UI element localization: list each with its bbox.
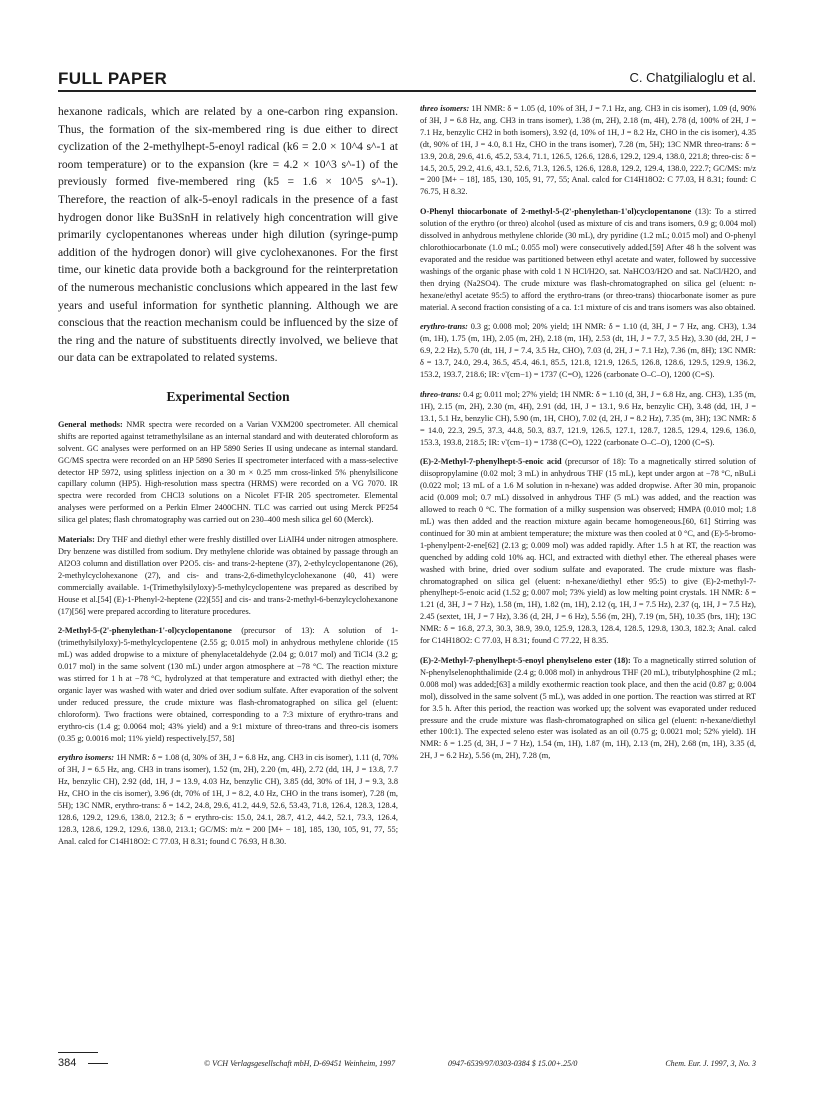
materials-text: Dry THF and diethyl ether were freshly distilled over LiAlH4 under nitrogen atmosphere. Dry benzene was distilled from sodium. Dry methylene chloride was obtained by passage through an Al2O3 column and distillation over P2O5. cis- and trans-2-heptene (37), 2-ethylcyclopentanone (26), 2-methylcyclohexanone (27), and cis- and trans-2,6-dimethylcyclohexanone (40, 41) were commercially available. 1-(Trimethylsilyloxy)-5-methylcyclopentene was prepared as described by House et al.[54] (E)-1-Phenyl-2-heptene (22)[55] and cis- and trans-2-methyl-6-benzylcyclohexanone (17)[56] were prepared according to literature procedures. bbox=[58, 535, 398, 616]
threo-isomers-heading: threo isomers: bbox=[420, 104, 470, 113]
erythro-isomers-paragraph bbox=[58, 752, 398, 847]
journal-citation: Chem. Eur. J. 1997, 3, No. 3 bbox=[665, 1059, 756, 1068]
thiocarbonate-heading: O-Phenyl thiocarbonate of 2-methyl-5-(2'-phenylethan-1'ol)cyclopentanone bbox=[420, 207, 692, 217]
thiocarbonate-text: (13): To a stirred solution of the erythro (or threo) alcohol (used as mixture of cis and trans isomers, 0.9 g; 0.004 mol) dissolved in anhydrous methylene chloride (30 mL), dry pyridine (1.2 mL; 0.015 mol) and O-phenyl chlorothiocarbonate (1.0 mL; 0.055 mol) were consecutively added.[59] After 48 h the solvent was evaporated and the residue was partitioned between ethyl acetate and water, followed by successive washings of the organic phase with cold 1 N HCl/H2O, sat. NaHCO3/H2O and sat. NaCl/H2O, and then drying (Na2SO4). The crude mixture was flash-chromatographed on silica gel (eluent: n-hexane/ethyl acetate 95:5) to afford the erythro-trans (or threo-trans) thiocarbonate isomer as pure material. A second fraction consisting of a ca. 1:1 mixture of cis and trans isomers was also obtained. bbox=[420, 207, 756, 312]
footer-rule bbox=[58, 1052, 98, 1053]
erythro-trans-heading: erythro-trans: bbox=[420, 322, 468, 332]
footer-dash bbox=[88, 1063, 108, 1064]
general-methods-heading: General methods: bbox=[58, 419, 123, 429]
threo-trans-text: 0.4 g; 0.011 mol; 27% yield; 1H NMR: δ = 1.10 (d, 3H, J = 6.8 Hz, ang. CH3), 1.35 (m, 1H), 2.15 (m, 2H), 2.30 (m, 4H), 2.91 (dd, 1H, J = 13.1, 9.6 Hz, benzylic CH), 3.48 (dd, 1H, J = 13.1, 5.1 Hz, benzylic CH), 5.90 (m, 1H, CHO), 7.02 (d, 2H, J = 8.2 Hz), 7.35 (m, 3H); 13C NMR: δ = 14.0, 22.3, 29.5, 37.3, 44.8, 50.3, 83.7, 121.9, 126.5, 127.1, 128.7, 128.5, 129.4, 129.6, 136.0, 153.3, 193.8, 218.5; IR: ν̃ (cm−1) = 1738 (C=O), 1222 (carbonate O–C–O), 1200 (C=S). bbox=[420, 389, 757, 447]
issn-line: 0947-6539/97/0303-0384 $ 15.00+.25/0 bbox=[448, 1059, 578, 1068]
threo-trans-heading: threo-trans: bbox=[420, 389, 462, 399]
erythro-trans-paragraph bbox=[420, 321, 756, 381]
cyclopentanone-paragraph bbox=[58, 625, 398, 744]
general-methods-paragraph bbox=[58, 419, 398, 526]
erythro-isomers-text: 1H NMR: δ = 1.08 (d, 30% of 3H, J = 6.8 Hz, ang. CH3 in cis isomer), 1.11 (d, 70% of 3H, J = 6.5 Hz, ang. CH3 in trans isomer), 1.52 (m, 2H), 2.20 (m, 4H), 2.72 (dd, 1H, J = 13.8, 7.7 Hz, benzylic CH), 2.92 (dd, 1H, J = 13.9, 4.03 Hz, benzylic CH), 3.85 (dd, 30% of 1H, J = 9.3, 3.8 Hz, CHO in the cis isomer), 3.96 (dt, 70% of 1H, J = 8.2, 4.0 Hz, CHO in the trans isomer), 7.28 (m, 5H); 13C NMR, erythro-trans: δ = 14.2, 24.8, 29.6, 41.2, 44.9, 52.6, 53.43, 71.8, 126.4, 128.3, 128.4, 128.6, 129.2, 129.6, 138.0, 212.3; δ = erythro-cis: 15.0, 24.1, 28.7, 41.2, 44.2, 52.1, 73.3, 126.4, 128.3, 128.6, 129.2, 129.6, 138.0, 213.1; GC/MS: m/z = 200 [M+ − 18], 185, 130, 105, 91, 77, 55; Anal. calcd for C14H18O2: C 77.03, H 8.31; found C 76.93, H 8.30. bbox=[58, 753, 398, 846]
right-column bbox=[420, 103, 756, 770]
enoic-acid-heading: (E)-2-Methyl-7-phenylhept-5-enoic acid bbox=[420, 457, 562, 467]
header-rule bbox=[58, 90, 756, 92]
running-authors: C. Chatgilialoglu et al. bbox=[629, 70, 756, 85]
general-methods-text: NMR spectra were recorded on a Varian VXM200 spectrometer. All chemical shifts are reported against tetramethylsilane as an internal standard and with deuterated chloroform as solvent. GC analyses were performed on an HP 5890 Series II using undecane as internal standard. GC/MS spectra were recorded on an HP 5890 Series II spectrometer interfaced with a mass-selective detector HP 5972, using splitless injection on a 30 m × 0.25 mm cross-linked 5% phenylsilicone capillary column (HP5). High-resolution mass spectra (HRMS) were recorded on a VG 7070. IR spectra were recorded from CHCl3 solutions on a Nicolet FT-IR 205 spectrometer. Elemental analyses were performed on a Perkin Elmer 2400CHN. TLC was carried out using Merck PF254 silica gel plates; flash chromatography was carried out on 230–400 mesh silica gel 60 (Merck). bbox=[58, 419, 399, 525]
materials-heading: Materials: bbox=[58, 535, 95, 545]
page-number: 384 bbox=[58, 1057, 77, 1069]
section-label: FULL PAPER bbox=[58, 69, 168, 88]
seleno-ester-paragraph bbox=[420, 655, 756, 762]
seleno-ester-heading: (E)-2-Methyl-7-phenylhept-5-enoyl phenylseleno ester (18): bbox=[420, 655, 631, 665]
erythro-trans-text: 0.3 g; 0.008 mol; 20% yield; 1H NMR: δ = 1.10 (d, 3H, J = 7 Hz, ang. CH3), 1.34 (m, 1H), 1.75 (m, 1H), 2.05 (m, 2H), 2.18 (m, 1H), 2.53 (dt, 1H, J = 7.7, 3.5 Hz), 3.30 (dd, 2H, J = 6.9, 2.2 Hz), 5.70 (dt, 1H, J = 7.4, 3.5 Hz, CHO), 7.03 (d, 2H, J = 7.1 Hz), 7.36 (m, 8H); 13C NMR: δ = 13.7, 24.0, 29.4, 36.5, 45.4, 46.1, 85.5, 121.8, 121.9, 126.5, 126.8, 128.6, 129.5, 129.9, 136.2, 153.2, 193.7, 218.6; IR: ν̃ (cm−1) = 1737 (C=O), 1226 (carbonate O–C–O), 1200 (C=S). bbox=[420, 322, 756, 380]
erythro-isomers-heading: erythro isomers: bbox=[58, 753, 115, 763]
enoic-acid-paragraph bbox=[420, 456, 756, 647]
seleno-ester-text: To a magnetically stirred solution of N-phenylselenophthalimide (2.4 g; 0.008 mol) in anhydrous THF (20 mL), tributylphosphine (2 mL; 0.008 mol) was added;[63] a mildly exothermic reaction took place, and then the acid (0.87 g; 0.004 mol), dissolved in the same solvent (5 mL), was added in one portion. The reaction was stirred at RT for 3.5 h. After this period, the reaction was worked up; the solvent was evaporated under reduced pressure and the crude mixture was flash-chromatographed on silica gel (eluent: n-hexane/diethyl ether 100:1). The expected seleno ester was isolated as an oil (0.75 g; 0.0021 mol; 52% yield). 1H NMR: δ = 1.25 (d, 3H, J = 7 Hz), 1.54 (m, 1H), 1.87 (m, 1H), 2.13 (m, 2H), 2.68 (m, 1H), 3.35 (d, 2H, J = 6.2 Hz), 5.56 (m, 2H), 7.28 (m, bbox=[420, 655, 757, 761]
cyclopentanone-heading: 2-Methyl-5-(2'-phenylethan-1'-ol)cyclopentanone bbox=[58, 626, 232, 636]
threo-isomers-paragraph bbox=[420, 103, 756, 198]
materials-paragraph bbox=[58, 534, 398, 617]
cyclopentanone-text: (precursor of 13): A solution of 1-(trimethylsilyloxy)-5-methylcyclopentene (2.55 g; 0.015 mol) in anhydrous methylene chloride (15 mL) was added dropwise to a mixture of phenylacetaldehyde (2.04 g; 0.017 mol) and TiCl4 (3.2 g; 0.017 mol) in the same solvent (130 mL) under argon atmosphere at −78 °C. The reaction mixture was stirred for 1 h at −78 °C, hydrolyzed at that temperature and extracted with diethyl ether; the organic layer was washed with water and dried over sodium sulfate. After evaporation of the solvent under reduced pressure, the crude mixture was flash-chromatographed on silica gel (eluent: chloroform). Two fractions were obtained, corresponding to a 7:3 mixture of erythro-trans and erythro-cis (1.4 g; 0.0064 mol; 43% yield) and a 9:1 mixture of threo-trans and threo-cis isomers (0.35 g; 0.0016 mol; 11% yield) respectively.[57, 58] bbox=[58, 626, 399, 743]
intro-paragraph: hexanone radicals, which are related by a one-carbon ring expansion. Thus, the formation of the six-membered ring is due either to direct cyclization of the 2-methylhept-5-enoyl radical (k6 = 2.0 × 10^4 s^-1 at room temperature) or to the expansion (kre = 4.2 × 10^3 s^-1) of the previously formed five-membered ring (k5 = 1.6 × 10^5 s^-1). Therefore, the reaction of alk-5-enoyl radicals in the presence of a fast hydrogen donor like Bu3SnH in relatively high concentration will give primarily cyclopentanones whereas under high dilution (syringe-pump addition of the hydrogen donor) will give cyclohexanones. For the first time, our kinetic data provide both a background for the reinterpretation of the numerous mechanistic conclusions which appeared in the last few years and useful information for synthetic planning. Although we are conscious that the reaction mechanism could be influenced by the size of the ring and the nature of substituents directly involved, we believe that our data can be extrapolated to related systems. bbox=[58, 105, 398, 365]
thiocarbonate-paragraph bbox=[420, 206, 756, 313]
left-column bbox=[58, 103, 398, 856]
enoic-acid-text: (precursor of 18): To a magnetically stirred solution of diisopropylamine (0.02 mol; 3 mL) in anhydrous THF (15 mL), kept under argon at −78 °C, nBuLi (0.022 mol; 13 mL of a 1.6 M solution in n-hexane) was added dropwise. After 30 min, propanoic acid (0.009 mol; 0.7 mL) dissolved in anhydrous THF (5 mL) was added, and the reaction was allowed to reach 0 °C. The formation of a milky suspension was observed; HMPA (0.010 mol; 1.8 mL) was then added and the reaction mixture again became homogeneous.[60, 61] Stirring was continued for 30 min at ambient temperature; the mixture was then cooled at 0 °C, and (E)-5-bromo-1-phenylpent-2-ene[62] (2.13 g; 0.009 mol) was added rapidly. After 1.5 h at RT, the reaction was quenched by adding cold 10% aq. HCl, and extracted with diethyl ether. The ethereal phases were washed with brine, dried over sodium sulfate and evaporated. The crude mixture was flash-chromatographed on silica gel (eluent: n-hexane/diethyl ether 95:5) to give (E)-2-methyl-7-phenylhept-5-enoic acid (1.52 g; 0.007 mol; 73% yield) as low melting point crystals. 1H NMR: δ = 1.21 (d, 3H, J = 7 Hz), 1.58 (m, 1H), 1.82 (m, 1H), 2.12 (q, 1H, J = 7.5 Hz), 2.37 (q, 1H, J = 7.5 Hz), 2.45 (sextet, 1H, J = 7 Hz), 3.36 (d, 2H, J = 6 Hz), 5.56 (m, 2H), 7.19 (m, 5H), 10.35 (brs, 1H); 13C NMR: δ = 16.8, 27.3, 30.3, 38.9, 39.0, 125.9, 128.3, 128.4, 128.5, 129.8, 130.3, 182.3; Anal. calcd for C14H18O2: C 77.03, H 8.31; found C 77.22, H 8.35. bbox=[420, 457, 757, 646]
publisher-line: © VCH Verlagsgesellschaft mbH, D-69451 Weinheim, 1997 bbox=[204, 1059, 396, 1068]
threo-trans-paragraph bbox=[420, 389, 756, 449]
threo-isomers-text: 1H NMR: δ = 1.05 (d, 10% of 3H, J = 7.1 Hz, ang. CH3 in cis isomer), 1.09 (d, 90% of 3H, J = 6.8 Hz, ang. CH3 in trans isomer), 1.38 (m, 2H), 2.18 (m, 4H), 2.78 (d, 100% of 2H, J = 7.1 Hz, benzylic CH2 in both isomers), 3.92 (d, 10% of 1H, J = 8.2 Hz, CHO in the cis isomer), 4.35 (dt, 90% of 1H, J = 4.0, 8.1 Hz, CHO in the trans isomer), 7.28 (m, 5H); 13C NMR threo-trans: δ = 13.9, 20.8, 29.6, 41.6, 45.2, 53.4, 71.1, 126.5, 126.6, 128.6, 129.2, 129.4, 138.0, 221.8; threo-cis: δ = 14.5, 20.5, 29.2, 41.6, 43.1, 52.6, 71.3, 126.5, 126.6, 128.8, 129.2, 129.4, 138.0, 222.7; GC/MS: m/z = 200 [M+ − 18], 185, 130, 105, 91, 77, 55; Anal. calcd for C14H18O2: C 77.03, H 8.31; found: C 76.75, H 8.32. bbox=[420, 104, 757, 197]
experimental-section-title: Experimental Section bbox=[166, 388, 290, 404]
